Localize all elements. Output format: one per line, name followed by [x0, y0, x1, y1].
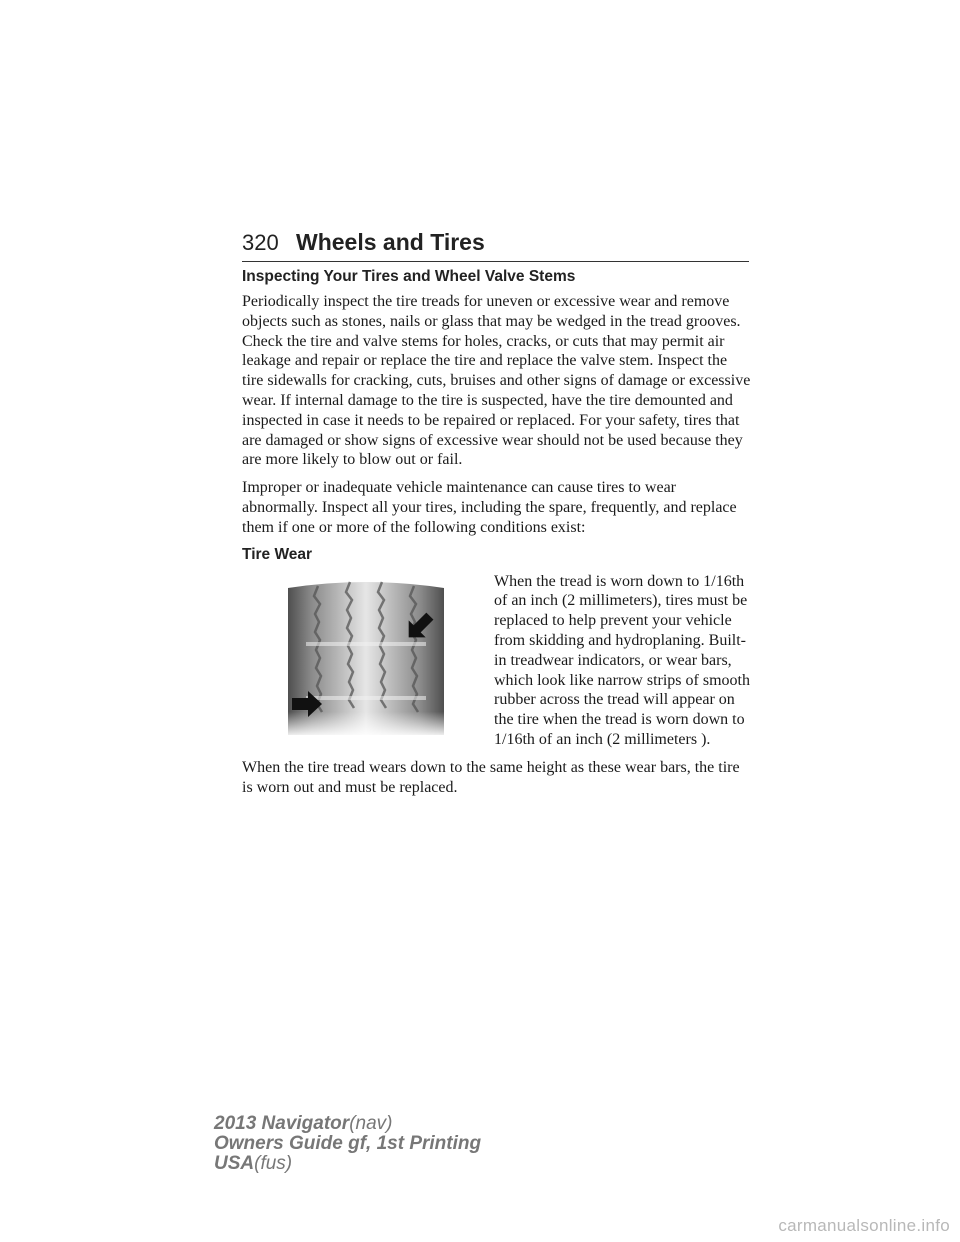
paragraph-inspection: Periodically inspect the tire treads for uneven or excessive wear and remove objects such as stones, nails or glass that may be wedged in the tread grooves. Check the tire and valve stems for holes, cracks, or cuts that may permit air leakage and repair or replace the tire and replace the valve stem. Inspect the tire sidewalls for cracking, cuts, bruises and other signs of damage or excessive wear. If internal damage to the tire is suspected, have the tire demounted and inspected in case it needs to be repaired or replaced. For your safety, tires that are damaged or show signs of excessive wear should not be used because they are more likely to blow out or fail.	[242, 293, 751, 469]
tire-wear-description	[494, 572, 752, 750]
section-heading-inspecting: Inspecting Your Tires and Wheel Valve Stems	[242, 268, 576, 285]
page-content	[242, 268, 752, 805]
footer-model: 2013 Navigator	[214, 1113, 350, 1134]
watermark: carmanualsonline.info	[778, 1216, 950, 1235]
tire-wear-figure-text: When the tread is worn down to 1/16th of an inch (2 millimeters), tires must be replaced to help prevent your vehicle from skidding and hydroplaning. Built-in treadwear indicators, or wear bars, which look like narrow strips of smooth rubber across the tread will appear on the tire when the tread is worn down to 1/16th of an inch (2 millimeters ).	[494, 572, 750, 748]
paragraph-maintenance: Improper or inadequate vehicle maintenance can cause tires to wear abnormally. Inspect all your tires, including the spare, frequently, and replace them if one or more of the following conditions exist:	[242, 479, 737, 536]
footer-guide: Owners Guide gf, 1st Printing	[214, 1133, 482, 1154]
chapter-title: Wheels and Tires	[296, 229, 485, 255]
footer-market-code: (fus)	[254, 1153, 293, 1174]
page-footer	[214, 1114, 481, 1174]
footer-market: USA	[214, 1153, 255, 1174]
tire-wear-figure-row	[242, 570, 752, 750]
page-number: 320	[242, 230, 279, 255]
page-header	[242, 228, 749, 262]
section-heading-tire-wear: Tire Wear	[242, 545, 313, 563]
footer-model-code: (nav)	[349, 1113, 393, 1134]
tire-tread-wear-bar-icon	[288, 580, 444, 735]
paragraph-wear-bars: When the tire tread wears down to the same height as these wear bars, the tire is worn out and must be replaced.	[242, 758, 740, 796]
